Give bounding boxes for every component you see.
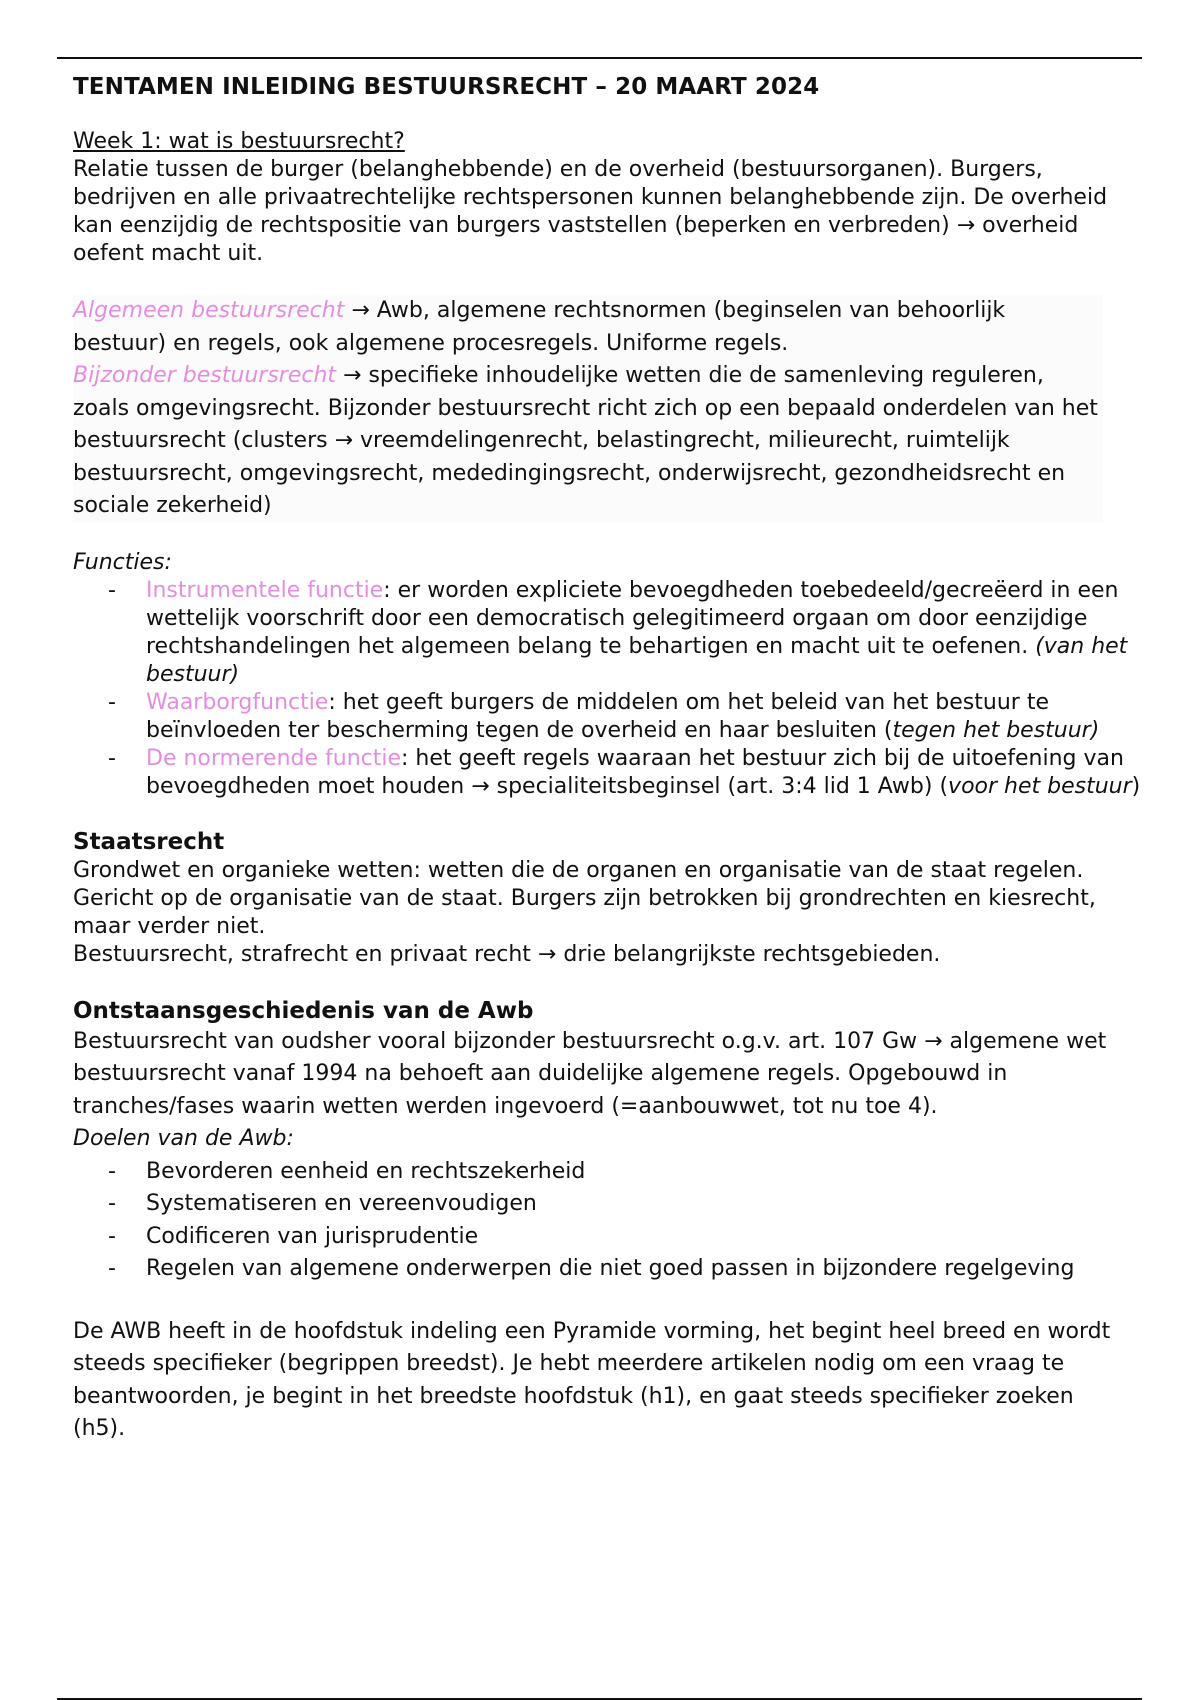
top-rule (57, 57, 1142, 59)
functie-italic: voor het bestuur (948, 773, 1132, 799)
functies-list (73, 577, 1143, 801)
list-item (73, 1221, 1123, 1254)
bestuursrecht-definitions (73, 295, 1103, 523)
doel-text: Systematiseren en vereenvoudigen (146, 1191, 537, 1216)
doel-text: Bevorderen eenheid en rechtszekerheid (146, 1158, 586, 1184)
week1-intro: Relatie tussen de burger (belanghebbende) en de overheid (bestuursorganen). Burgers, bedrijven en alle privaatrechtelijke rechtspersonen kunnen belanghebbende zijn. De overheid kan eenzijdig de rechtspositie van burgers vaststellen (beperken en verbreden) → overheid oefent macht uit. (73, 157, 1108, 266)
week1-heading: Week 1: wat is bestuursrecht? (73, 129, 405, 154)
ontstaan-section (73, 1026, 1123, 1446)
staatsrecht-heading: Staatsrecht (73, 828, 225, 855)
algemeen-term: Algemeen bestuursrecht (73, 298, 345, 323)
list-dash: - (108, 577, 116, 603)
algemeen-text: → Awb, algemene rechtsnormen (beginselen van behoorlijk bestuur) en regels, ook algemene procesregels. Uniforme regels. (73, 298, 1006, 356)
functie-italic: (van het bestuur) (146, 633, 1128, 687)
list-item (73, 577, 1143, 689)
algemeen-paragraph (73, 295, 1103, 360)
staatsrecht-text: Grondwet en organieke wetten: wetten die de organen en organisatie van de staat regelen. Gericht op de organisatie van de staat. Burgers zijn betrokken bij grondrechten en kiesrecht, maar verder niet. (73, 857, 1096, 939)
doelen-label: Doelen van de Awb: (73, 1126, 294, 1151)
bijzonder-term: Bijzonder bestuursrecht (73, 363, 337, 388)
functie-italic: tegen het bestuur) (892, 717, 1100, 743)
functie-text: : het geeft burgers de middelen om het beleid van het bestuur te beïnvloeden ter bescherming tegen de overheid en haar besluiten ( (146, 689, 1049, 743)
list-dash: - (108, 1158, 116, 1184)
bijzonder-paragraph (73, 360, 1103, 523)
functie-text: : het geeft regels waaraan het bestuur zich bij de uitoefening van bevoegdheden moet houden → specialiteitsbeginsel (art. 3:4 lid 1 Awb) ( (146, 745, 1124, 799)
staatsrecht-text-2: Bestuursrecht, strafrecht en privaat recht → drie belangrijkste rechtsgebieden. (73, 941, 941, 967)
ontstaan-text: Bestuursrecht van oudsher vooral bijzonder bestuursrecht o.g.v. art. 107 Gw → algemene wet bestuursrecht vanaf 1994 na behoeft aan duidelijke algemene regels. Opgebouwd in tranches/fases waarin wetten werden ingevoerd (=aanbouwwet, tot nu toe 4). (73, 1028, 1107, 1119)
functie-term: Instrumentele functie (146, 577, 384, 603)
list-item (73, 1156, 1123, 1189)
doel-text: Codificeren van jurisprudentie (146, 1223, 479, 1249)
ontstaan-heading: Ontstaansgeschiedenis van de Awb (73, 997, 534, 1024)
functie-text: : er worden expliciete bevoegdheden toebedeeld/gecreëerd in een wettelijk voorschrift door een democratisch gelegitimeerd orgaan om door eenzijdige rechtshandelingen het algemeen belang te behartigen en macht uit te oefenen. (146, 577, 1119, 659)
functie-close: ) (1131, 773, 1141, 799)
list-dash: - (108, 689, 116, 715)
document-body (73, 72, 1143, 1446)
page-title: TENTAMEN INLEIDING BESTUURSRECHT – 20 MAART 2024 (73, 74, 820, 100)
list-item (73, 745, 1143, 801)
bijzonder-text: → specifieke inhoudelijke wetten die de samenleving reguleren, zoals omgevingsrecht. Bijzonder bestuursrecht richt zich op een bepaald onderdelen van het bestuursrecht (clusters → vreemdelingenrecht, belastingrecht, milieurecht, ruimtelijk bestuursrecht, omgevingsrecht, mededingingsrecht, onderwijsrecht, gezondheidsrecht en sociale zekerheid) (73, 363, 1098, 518)
doel-text: Regelen van algemene onderwerpen die niet goed passen in bijzondere regelgeving (146, 1256, 1075, 1281)
list-dash: - (108, 745, 116, 771)
list-dash: - (108, 1223, 116, 1249)
list-dash: - (108, 1256, 116, 1281)
functie-term: De normerende functie (146, 745, 402, 771)
doelen-list (73, 1156, 1123, 1286)
functie-term: Waarborgfunctie (146, 689, 329, 715)
functies-label: Functies: (73, 549, 172, 575)
list-item (73, 689, 1143, 745)
list-item (73, 1253, 1123, 1286)
list-dash: - (108, 1191, 116, 1216)
pyramide-text: De AWB heeft in de hoofdstuk indeling een Pyramide vorming, het begint heel breed en wordt steeds specifieker (begrippen breedst). Je hebt meerdere artikelen nodig om een vraag te beantwoorden, je begint in het breedste hoofdstuk (h1), en gaat steeds specifieker zoeken (h5). (73, 1318, 1111, 1441)
list-item (73, 1188, 1123, 1221)
